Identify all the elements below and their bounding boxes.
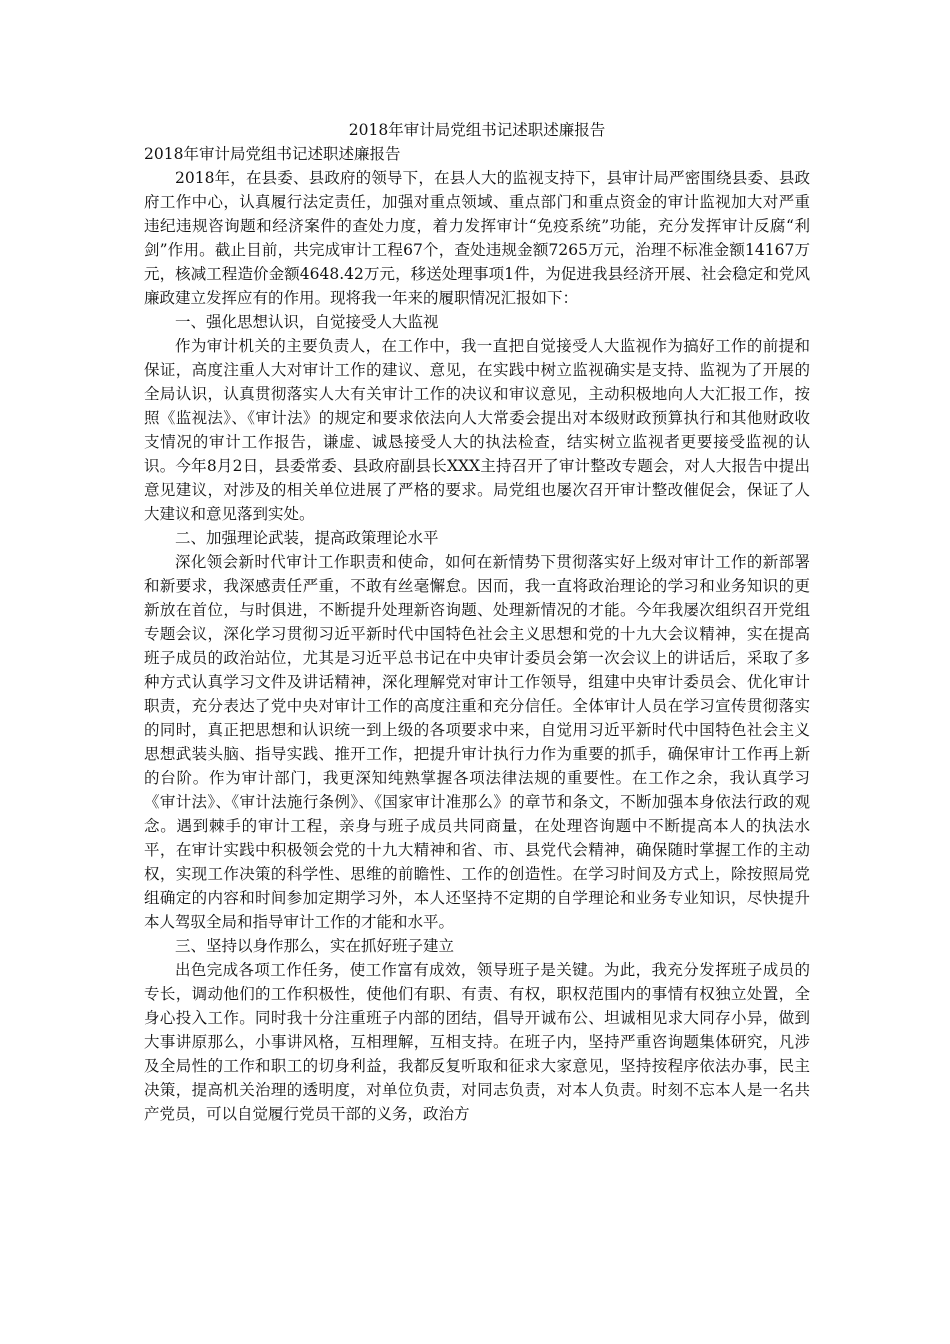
document-subtitle: 2018年审计局党组书记述职述廉报告 [144,145,401,163]
document-page [144,118,810,1126]
section-1-heading: 一、强化思想认识，自觉接受人大监视 [175,313,439,331]
section-1-paragraph: 作为审计机关的主要负责人，在工作中，我一直把自觉接受人大监视作为搞好工作的前提和保证，高度注重人大对审计工作的建议、意见，在实践中树立监视确实是支持、监视为了开展的全局认识，认真贯彻落实人大有关审计工作的决议和审议意见，主动积极地向人大汇报工作，按照《监视法》、《审计法》的规定和要求依法向人大常委会提出对本级财政预算执行和其他财政收支情况的审计工作报告，谦虚、诚恳接受人大的执法检查，结实树立监视者更要接受监视的认识。今年8月2日，县委常委、县政府副县长XXX主持召开了审计整改专题会，对人大报告中提出意见建议，对涉及的相关单位进展了严格的要求。局党组也屡次召开审计整改催促会，保证了人大建议和意见落到实处。 [144,337,810,523]
document-title: 2018年审计局党组书记述职述廉报告 [348,121,606,139]
section-3-heading: 三、坚持以身作那么，实在抓好班子建立 [175,937,455,955]
section-3-paragraph: 出色完成各项工作任务，使工作富有成效，领导班子是关键。为此，我充分发挥班子成员的专长，调动他们的工作积极性，使他们有职、有责、有权，职权范围内的事情有权独立处置，全身心投入工作。同时我十分注重班子内部的团结，倡导开诚布公、坦诚相见求大同存小异，做到大事讲原那么，小事讲风格，互相理解，互相支持。在班子内，坚持严重咨询题集体研究，凡涉及全局性的工作和职工的切身利益，我都反复听取和征求大家意见，坚持按程序依法办事，民主决策，提高机关治理的透明度，对单位负责，对同志负责，对本人负责。时刻不忘本人是一名共产党员，可以自觉履行党员干部的义务，政治方 [144,961,810,1123]
section-2-heading: 二、加强理论武装，提高政策理论水平 [175,529,439,547]
section-2-paragraph: 深化领会新时代审计工作职责和使命，如何在新情势下贯彻落实好上级对审计工作的新部署和新要求，我深感责任严重，不敢有丝毫懈怠。因而，我一直将政治理论的学习和业务知识的更新放在首位，与时俱进，不断提升处理新咨询题、处理新情况的才能。今年我屡次组织召开党组专题会议，深化学习贯彻习近平新时代中国特色社会主义思想和党的十九大会议精神，实在提高班子成员的政治站位，尤其是习近平总书记在中央审计委员会第一次会议上的讲话后，采取了多种方式认真学习文件及讲话精神，深化理解党对审计工作领导，组建中央审计委员会、优化审计职责，充分表达了党中央对审计工作的高度注重和充分信任。全体审计人员在学习宣传贯彻落实的同时，真正把思想和认识统一到上级的各项要求中来，自觉用习近平新时代中国特色社会主义思想武装头脑、指导实践、推开工作，把提升审计执行力作为重要的抓手，确保审计工作再上新的台阶。作为审计部门，我更深知纯熟掌握各项法律法规的重要性。在工作之余，我认真学习《审计法》、《审计法施行条例》、《国家审计准那么》的章节和条文，不断加强本身依法行政的观念。遇到棘手的审计工程，亲身与班子成员共同商量，在处理咨询题中不断提高本人的执法水平，在审计实践中积极领会党的十九大精神和省、市、县党代会精神，确保随时掌握工作的主动权，实现工作决策的科学性、思维的前瞻性、工作的创造性。在学习时间及方式上，除按照局党组确定的内容和时间参加定期学习外，本人还坚持不定期的自学理论和业务专业知识，尽快提升本人驾驭全局和指导审计工作的才能和水平。 [144,553,810,931]
intro-paragraph: 2018年，在县委、县政府的领导下，在县人大的监视支持下，县审计局严密围绕县委、县政府工作中心，认真履行法定责任，加强对重点领域、重点部门和重点资金的审计监视加大对严重违纪违规咨询题和经济案件的查处力度，着力发挥审计“免疫系统”功能，充分发挥审计反腐“利剑”作用。截止目前，共完成审计工程67个，查处违规金额7265万元，治理不标准金额14167万元，核减工程造价金额4648.42万元，移送处理事项1件，为促进我县经济开展、社会稳定和党风廉政建立发挥应有的作用。现将我一年来的履职情况汇报如下： [144,169,810,307]
